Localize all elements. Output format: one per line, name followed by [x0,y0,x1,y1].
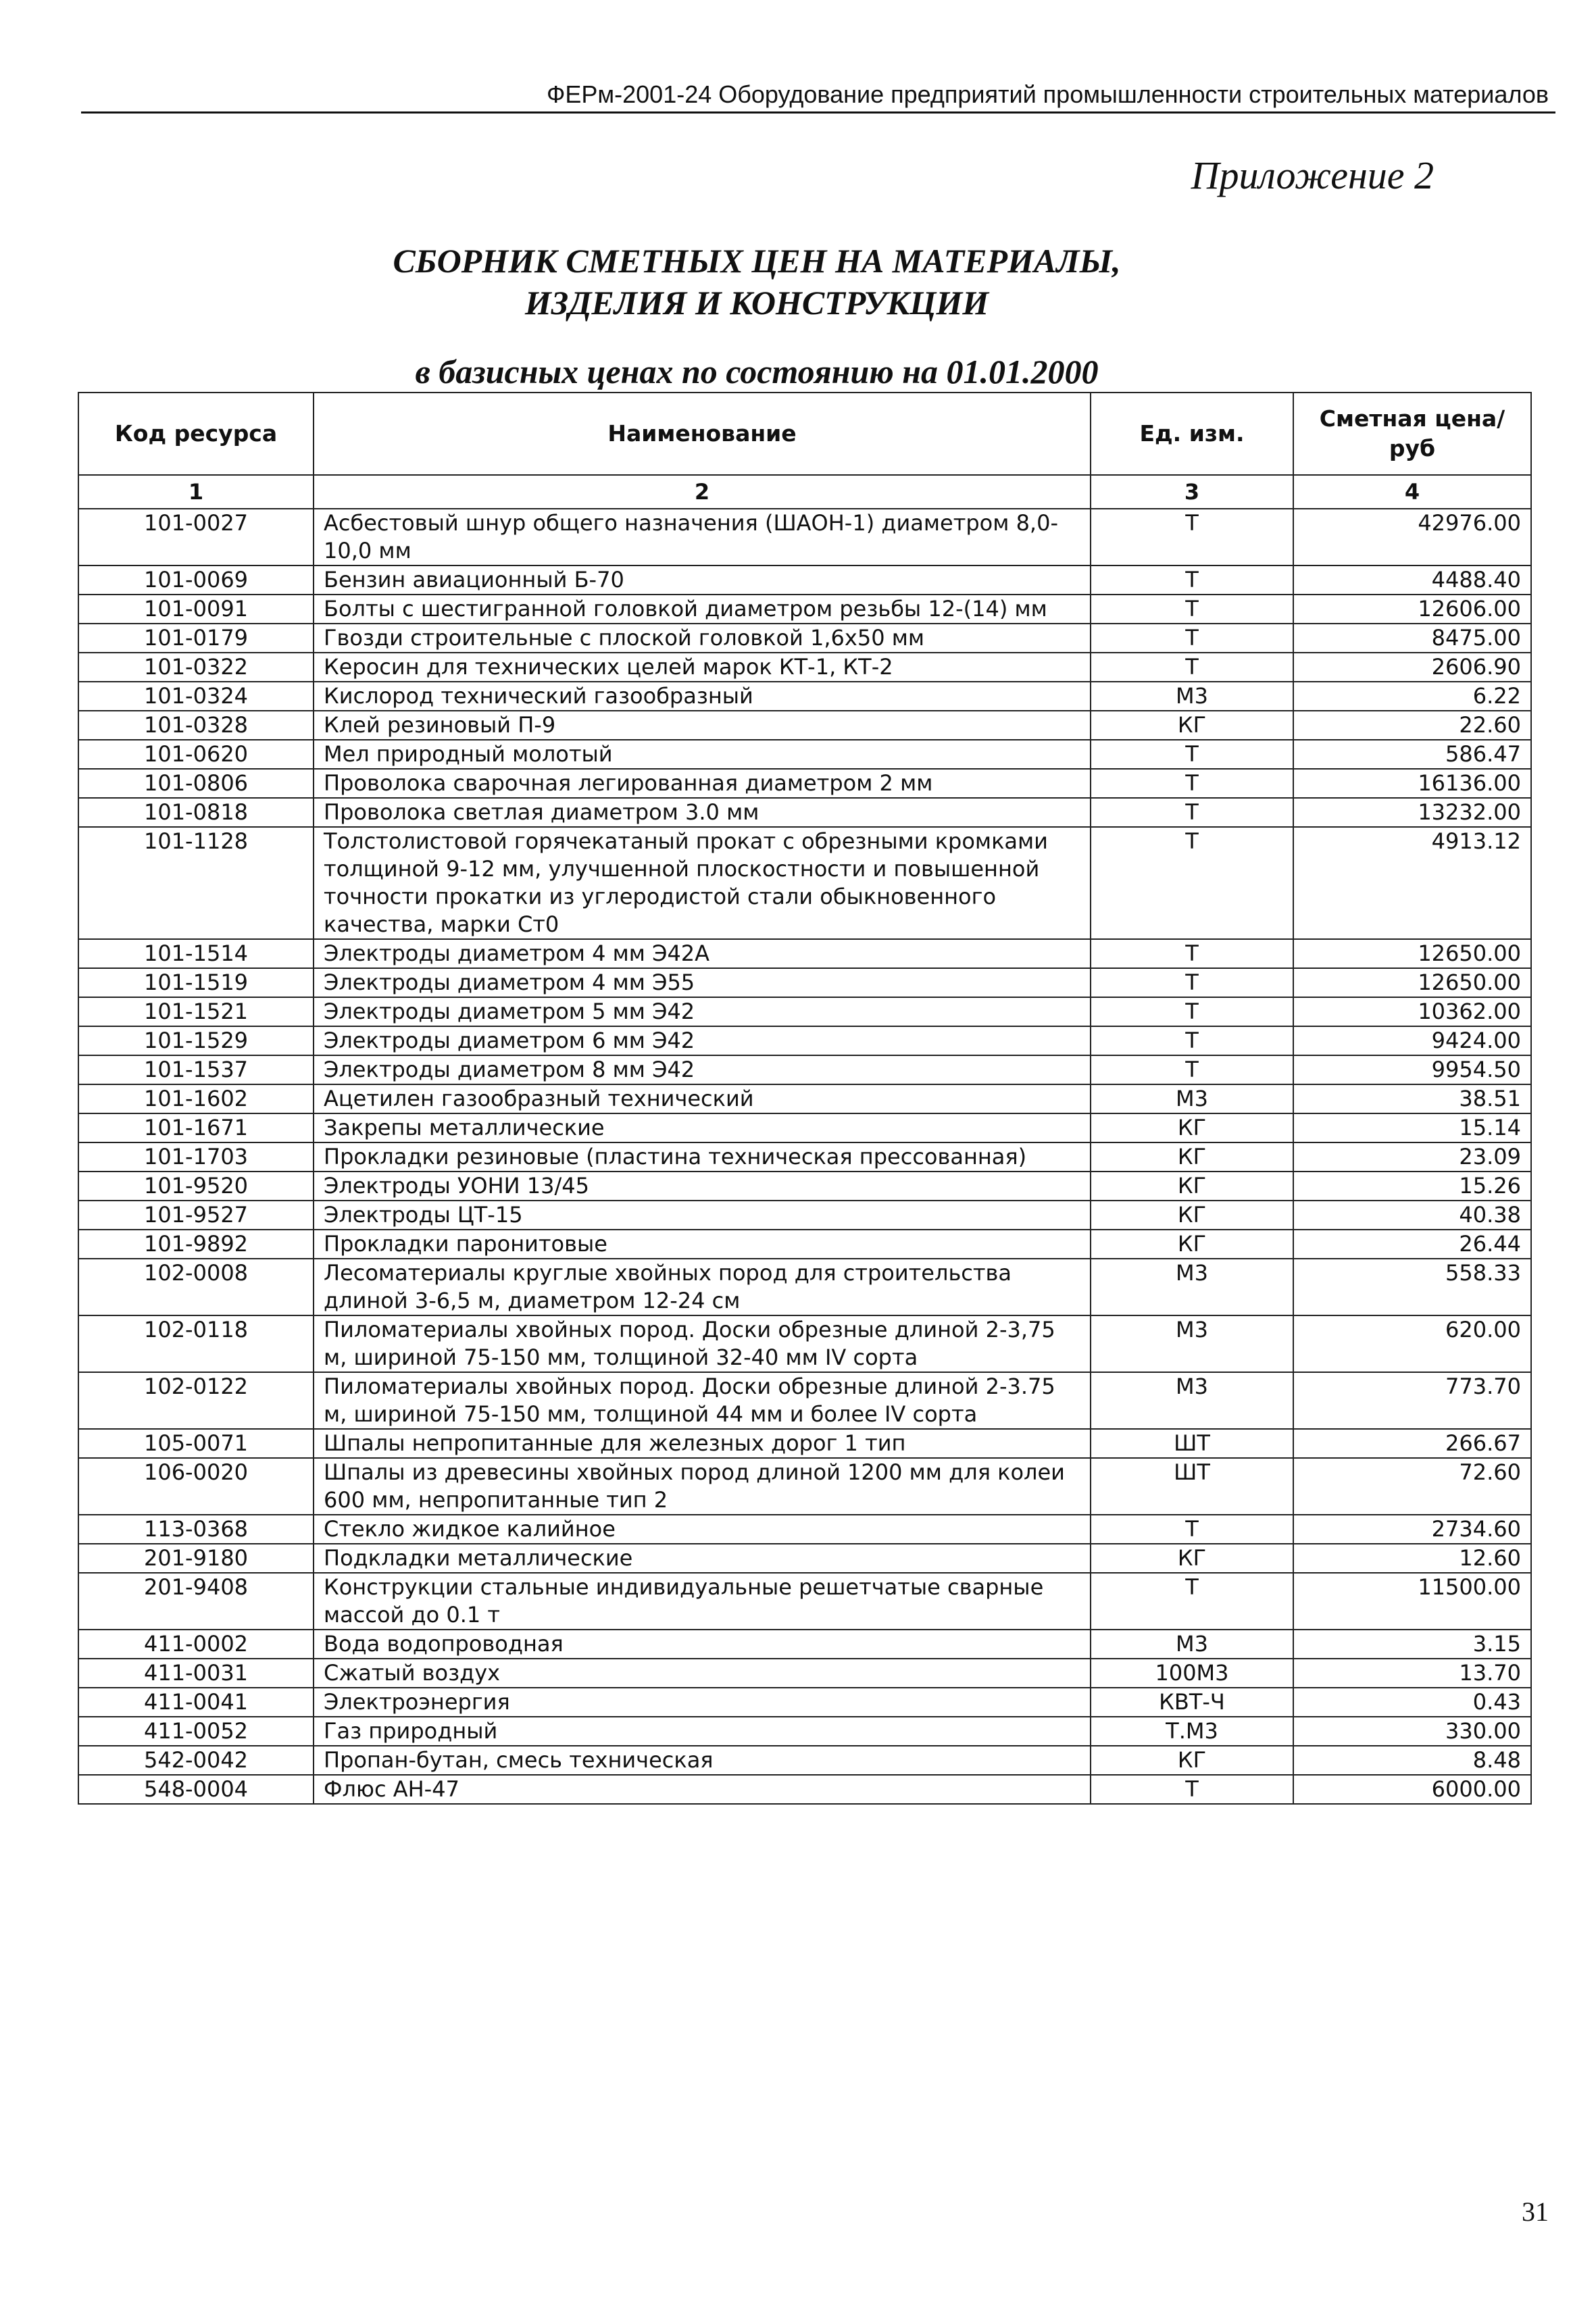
cell-code: 101-0806 [78,769,314,798]
cell-name: Электроэнергия [314,1688,1091,1717]
table-row [78,1688,1531,1717]
cell-name: Сжатый воздух [314,1659,1091,1688]
cell-code: 113-0368 [78,1515,314,1544]
cell-price: 23.09 [1293,1142,1531,1172]
cell-price: 4913.12 [1293,827,1531,939]
cell-price: 40.38 [1293,1201,1531,1230]
table-row [78,1142,1531,1172]
cell-price: 6.22 [1293,682,1531,711]
column-number-2: 2 [314,475,1091,509]
cell-code: 201-9408 [78,1573,314,1630]
column-header-unit: Ед. изм. [1091,393,1293,475]
cell-name: Бензин авиационный Б-70 [314,565,1091,595]
table-row [78,1429,1531,1458]
table-row [78,1172,1531,1201]
cell-price: 773.70 [1293,1372,1531,1429]
table-row [78,827,1531,939]
cell-unit: КГ [1091,1142,1293,1172]
cell-unit: КГ [1091,1201,1293,1230]
cell-unit: М3 [1091,1630,1293,1659]
cell-unit: Т [1091,1775,1293,1804]
cell-unit: Т [1091,769,1293,798]
cell-unit: М3 [1091,1259,1293,1315]
cell-name: Газ природный [314,1717,1091,1746]
cell-price: 12650.00 [1293,968,1531,997]
table-row [78,624,1531,653]
cell-price: 4488.40 [1293,565,1531,595]
table-row [78,1458,1531,1515]
table-row [78,1544,1531,1573]
cell-unit: ШТ [1091,1458,1293,1515]
cell-unit: Т [1091,740,1293,769]
cell-name: Прокладки паронитовые [314,1230,1091,1259]
cell-price: 8.48 [1293,1746,1531,1775]
cell-price: 26.44 [1293,1230,1531,1259]
document-title-line-2: ИЗДЕЛИЯ И КОНСТРУКЦИИ [524,284,989,322]
table-row [78,1315,1531,1372]
table-row [78,968,1531,997]
table-row [78,1026,1531,1055]
column-header-price: Сметная цена/руб [1293,393,1531,475]
cell-price: 586.47 [1293,740,1531,769]
cell-name: Закрепы металлические [314,1113,1091,1142]
cell-name: Подкладки металлические [314,1544,1091,1573]
cell-price: 620.00 [1293,1315,1531,1372]
cell-code: 101-1529 [78,1026,314,1055]
cell-price: 11500.00 [1293,1573,1531,1630]
cell-price: 0.43 [1293,1688,1531,1717]
cell-code: 101-0324 [78,682,314,711]
cell-price: 558.33 [1293,1259,1531,1315]
cell-unit: КГ [1091,711,1293,740]
cell-price: 12650.00 [1293,939,1531,968]
cell-unit: Т [1091,624,1293,653]
price-table [78,392,1532,1805]
cell-code: 101-0069 [78,565,314,595]
column-number-row [78,475,1531,509]
cell-unit: Т [1091,997,1293,1026]
table-row [78,653,1531,682]
cell-name: Пропан-бутан, смесь техническая [314,1746,1091,1775]
cell-unit: М3 [1091,682,1293,711]
cell-code: 101-1514 [78,939,314,968]
cell-name: Пиломатериалы хвойных пород. Доски обрезные длиной 2-3.75 м, шириной 75-150 мм, толщиной 44 мм и более IV сорта [314,1372,1091,1429]
table-row [78,1573,1531,1630]
header-rule [81,111,1555,114]
cell-unit: Т [1091,595,1293,624]
cell-price: 16136.00 [1293,769,1531,798]
cell-name: Мел природный молотый [314,740,1091,769]
cell-price: 8475.00 [1293,624,1531,653]
table-row [78,1055,1531,1084]
table-row [78,939,1531,968]
cell-price: 15.26 [1293,1172,1531,1201]
cell-name: Стекло жидкое калийное [314,1515,1091,1544]
cell-unit: М3 [1091,1315,1293,1372]
table-row [78,682,1531,711]
cell-price: 15.14 [1293,1113,1531,1142]
table-row [78,1515,1531,1544]
table-row [78,1630,1531,1659]
table-row [78,565,1531,595]
cell-price: 22.60 [1293,711,1531,740]
page-number: 31 [1522,2196,1549,2227]
cell-code: 101-0818 [78,798,314,827]
cell-price: 2734.60 [1293,1515,1531,1544]
cell-code: 102-0008 [78,1259,314,1315]
table-header-row [78,393,1531,475]
cell-price: 2606.90 [1293,653,1531,682]
table-row [78,1084,1531,1113]
cell-unit: Т [1091,1573,1293,1630]
cell-unit: Т [1091,1055,1293,1084]
cell-code: 102-0122 [78,1372,314,1429]
document-subtitle: в базисных ценах по состоянию на 01.01.2000 [415,353,1099,391]
column-header-code: Код ресурса [78,393,314,475]
cell-name: Шпалы непропитанные для железных дорог 1 тип [314,1429,1091,1458]
cell-price: 12.60 [1293,1544,1531,1573]
cell-name: Асбестовый шнур общего назначения (ШАОН-1) диаметром 8,0-10,0 мм [314,509,1091,565]
cell-code: 101-0620 [78,740,314,769]
cell-price: 13.70 [1293,1659,1531,1688]
column-number-4: 4 [1293,475,1531,509]
cell-name: Электроды УОНИ 13/45 [314,1172,1091,1201]
table-row [78,769,1531,798]
cell-code: 411-0031 [78,1659,314,1688]
cell-price: 38.51 [1293,1084,1531,1113]
cell-name: Электроды диаметром 8 мм Э42 [314,1055,1091,1084]
cell-unit: КГ [1091,1113,1293,1142]
column-number-3: 3 [1091,475,1293,509]
cell-name: Кислород технический газообразный [314,682,1091,711]
running-header: ФЕРм-2001-24 Оборудование предприятий промышленности строительных материалов [547,80,1549,108]
cell-unit: Т [1091,653,1293,682]
cell-code: 102-0118 [78,1315,314,1372]
cell-name: Конструкции стальные индивидуальные решетчатые сварные массой до 0.1 т [314,1573,1091,1630]
cell-unit: Т [1091,1515,1293,1544]
cell-name: Гвозди строительные с плоской головкой 1,6х50 мм [314,624,1091,653]
cell-name: Вода водопроводная [314,1630,1091,1659]
document-title [0,240,1514,324]
table-row [78,1372,1531,1429]
table-row [78,1659,1531,1688]
cell-name: Электроды диаметром 4 мм Э42А [314,939,1091,968]
table-row [78,1113,1531,1142]
cell-name: Болты с шестигранной головкой диаметром резьбы 12-(14) мм [314,595,1091,624]
cell-unit: КГ [1091,1544,1293,1573]
cell-name: Шпалы из древесины хвойных пород длиной 1200 мм для колеи 600 мм, непропитанные тип 2 [314,1458,1091,1515]
cell-code: 411-0002 [78,1630,314,1659]
cell-unit: Т [1091,939,1293,968]
table-row [78,1717,1531,1746]
cell-unit: КГ [1091,1172,1293,1201]
cell-code: 548-0004 [78,1775,314,1804]
table-row [78,1746,1531,1775]
cell-unit: Т [1091,968,1293,997]
cell-price: 72.60 [1293,1458,1531,1515]
table-row [78,509,1531,565]
cell-name: Ацетилен газообразный технический [314,1084,1091,1113]
cell-name: Клей резиновый П-9 [314,711,1091,740]
cell-unit: ШТ [1091,1429,1293,1458]
cell-name: Электроды диаметром 5 мм Э42 [314,997,1091,1026]
cell-name: Электроды диаметром 6 мм Э42 [314,1026,1091,1055]
cell-unit: М3 [1091,1084,1293,1113]
cell-code: 101-0328 [78,711,314,740]
cell-unit: Т [1091,1026,1293,1055]
cell-code: 201-9180 [78,1544,314,1573]
cell-price: 10362.00 [1293,997,1531,1026]
cell-code: 101-9892 [78,1230,314,1259]
cell-name: Электроды диаметром 4 мм Э55 [314,968,1091,997]
table-row [78,1230,1531,1259]
cell-unit: Т.М3 [1091,1717,1293,1746]
cell-price: 12606.00 [1293,595,1531,624]
cell-code: 101-0091 [78,595,314,624]
cell-code: 101-1602 [78,1084,314,1113]
cell-name: Керосин для технических целей марок КТ-1, КТ-2 [314,653,1091,682]
cell-price: 13232.00 [1293,798,1531,827]
document-title-line-1: СБОРНИК СМЕТНЫХ ЦЕН НА МАТЕРИАЛЫ, [393,242,1121,280]
cell-code: 101-1537 [78,1055,314,1084]
cell-name: Электроды ЦТ-15 [314,1201,1091,1230]
cell-price: 9424.00 [1293,1026,1531,1055]
cell-unit: КГ [1091,1746,1293,1775]
cell-code: 101-0027 [78,509,314,565]
cell-code: 101-0179 [78,624,314,653]
table-row [78,798,1531,827]
cell-code: 101-1519 [78,968,314,997]
cell-name: Толстолистовой горячекатаный прокат с обрезными кромками толщиной 9-12 мм, улучшенной плоскостности и повышенной точности прокатки из углеродистой стали обыкновенного качества, марки Ст0 [314,827,1091,939]
table-row [78,1775,1531,1804]
cell-price: 330.00 [1293,1717,1531,1746]
cell-price: 9954.50 [1293,1055,1531,1084]
cell-name: Прокладки резиновые (пластина техническая прессованная) [314,1142,1091,1172]
cell-name: Пиломатериалы хвойных пород. Доски обрезные длиной 2-3,75 м, шириной 75-150 мм, толщиной 32-40 мм IV сорта [314,1315,1091,1372]
table-row [78,1259,1531,1315]
cell-price: 266.67 [1293,1429,1531,1458]
table-row [78,1201,1531,1230]
table-row [78,595,1531,624]
cell-unit: Т [1091,798,1293,827]
cell-price: 3.15 [1293,1630,1531,1659]
cell-unit: 100М3 [1091,1659,1293,1688]
cell-name: Флюс АН-47 [314,1775,1091,1804]
table-row [78,997,1531,1026]
column-number-1: 1 [78,475,314,509]
cell-name: Проволока светлая диаметром 3.0 мм [314,798,1091,827]
cell-code: 101-1521 [78,997,314,1026]
cell-code: 411-0041 [78,1688,314,1717]
cell-unit: Т [1091,827,1293,939]
cell-code: 101-9520 [78,1172,314,1201]
cell-code: 411-0052 [78,1717,314,1746]
cell-unit: КВТ-Ч [1091,1688,1293,1717]
cell-code: 106-0020 [78,1458,314,1515]
cell-code: 542-0042 [78,1746,314,1775]
appendix-label: Приложение 2 [1191,153,1434,197]
column-header-name: Наименование [314,393,1091,475]
table-row [78,711,1531,740]
cell-name: Лесоматериалы круглые хвойных пород для строительства длиной 3-6,5 м, диаметром 12-24 см [314,1259,1091,1315]
cell-price: 6000.00 [1293,1775,1531,1804]
cell-code: 101-1703 [78,1142,314,1172]
cell-code: 105-0071 [78,1429,314,1458]
cell-code: 101-9527 [78,1201,314,1230]
table-body [78,509,1531,1804]
cell-code: 101-1671 [78,1113,314,1142]
cell-unit: Т [1091,509,1293,565]
cell-unit: КГ [1091,1230,1293,1259]
cell-code: 101-1128 [78,827,314,939]
cell-name: Проволока сварочная легированная диаметром 2 мм [314,769,1091,798]
cell-price: 42976.00 [1293,509,1531,565]
table-row [78,740,1531,769]
cell-code: 101-0322 [78,653,314,682]
cell-unit: М3 [1091,1372,1293,1429]
cell-unit: Т [1091,565,1293,595]
